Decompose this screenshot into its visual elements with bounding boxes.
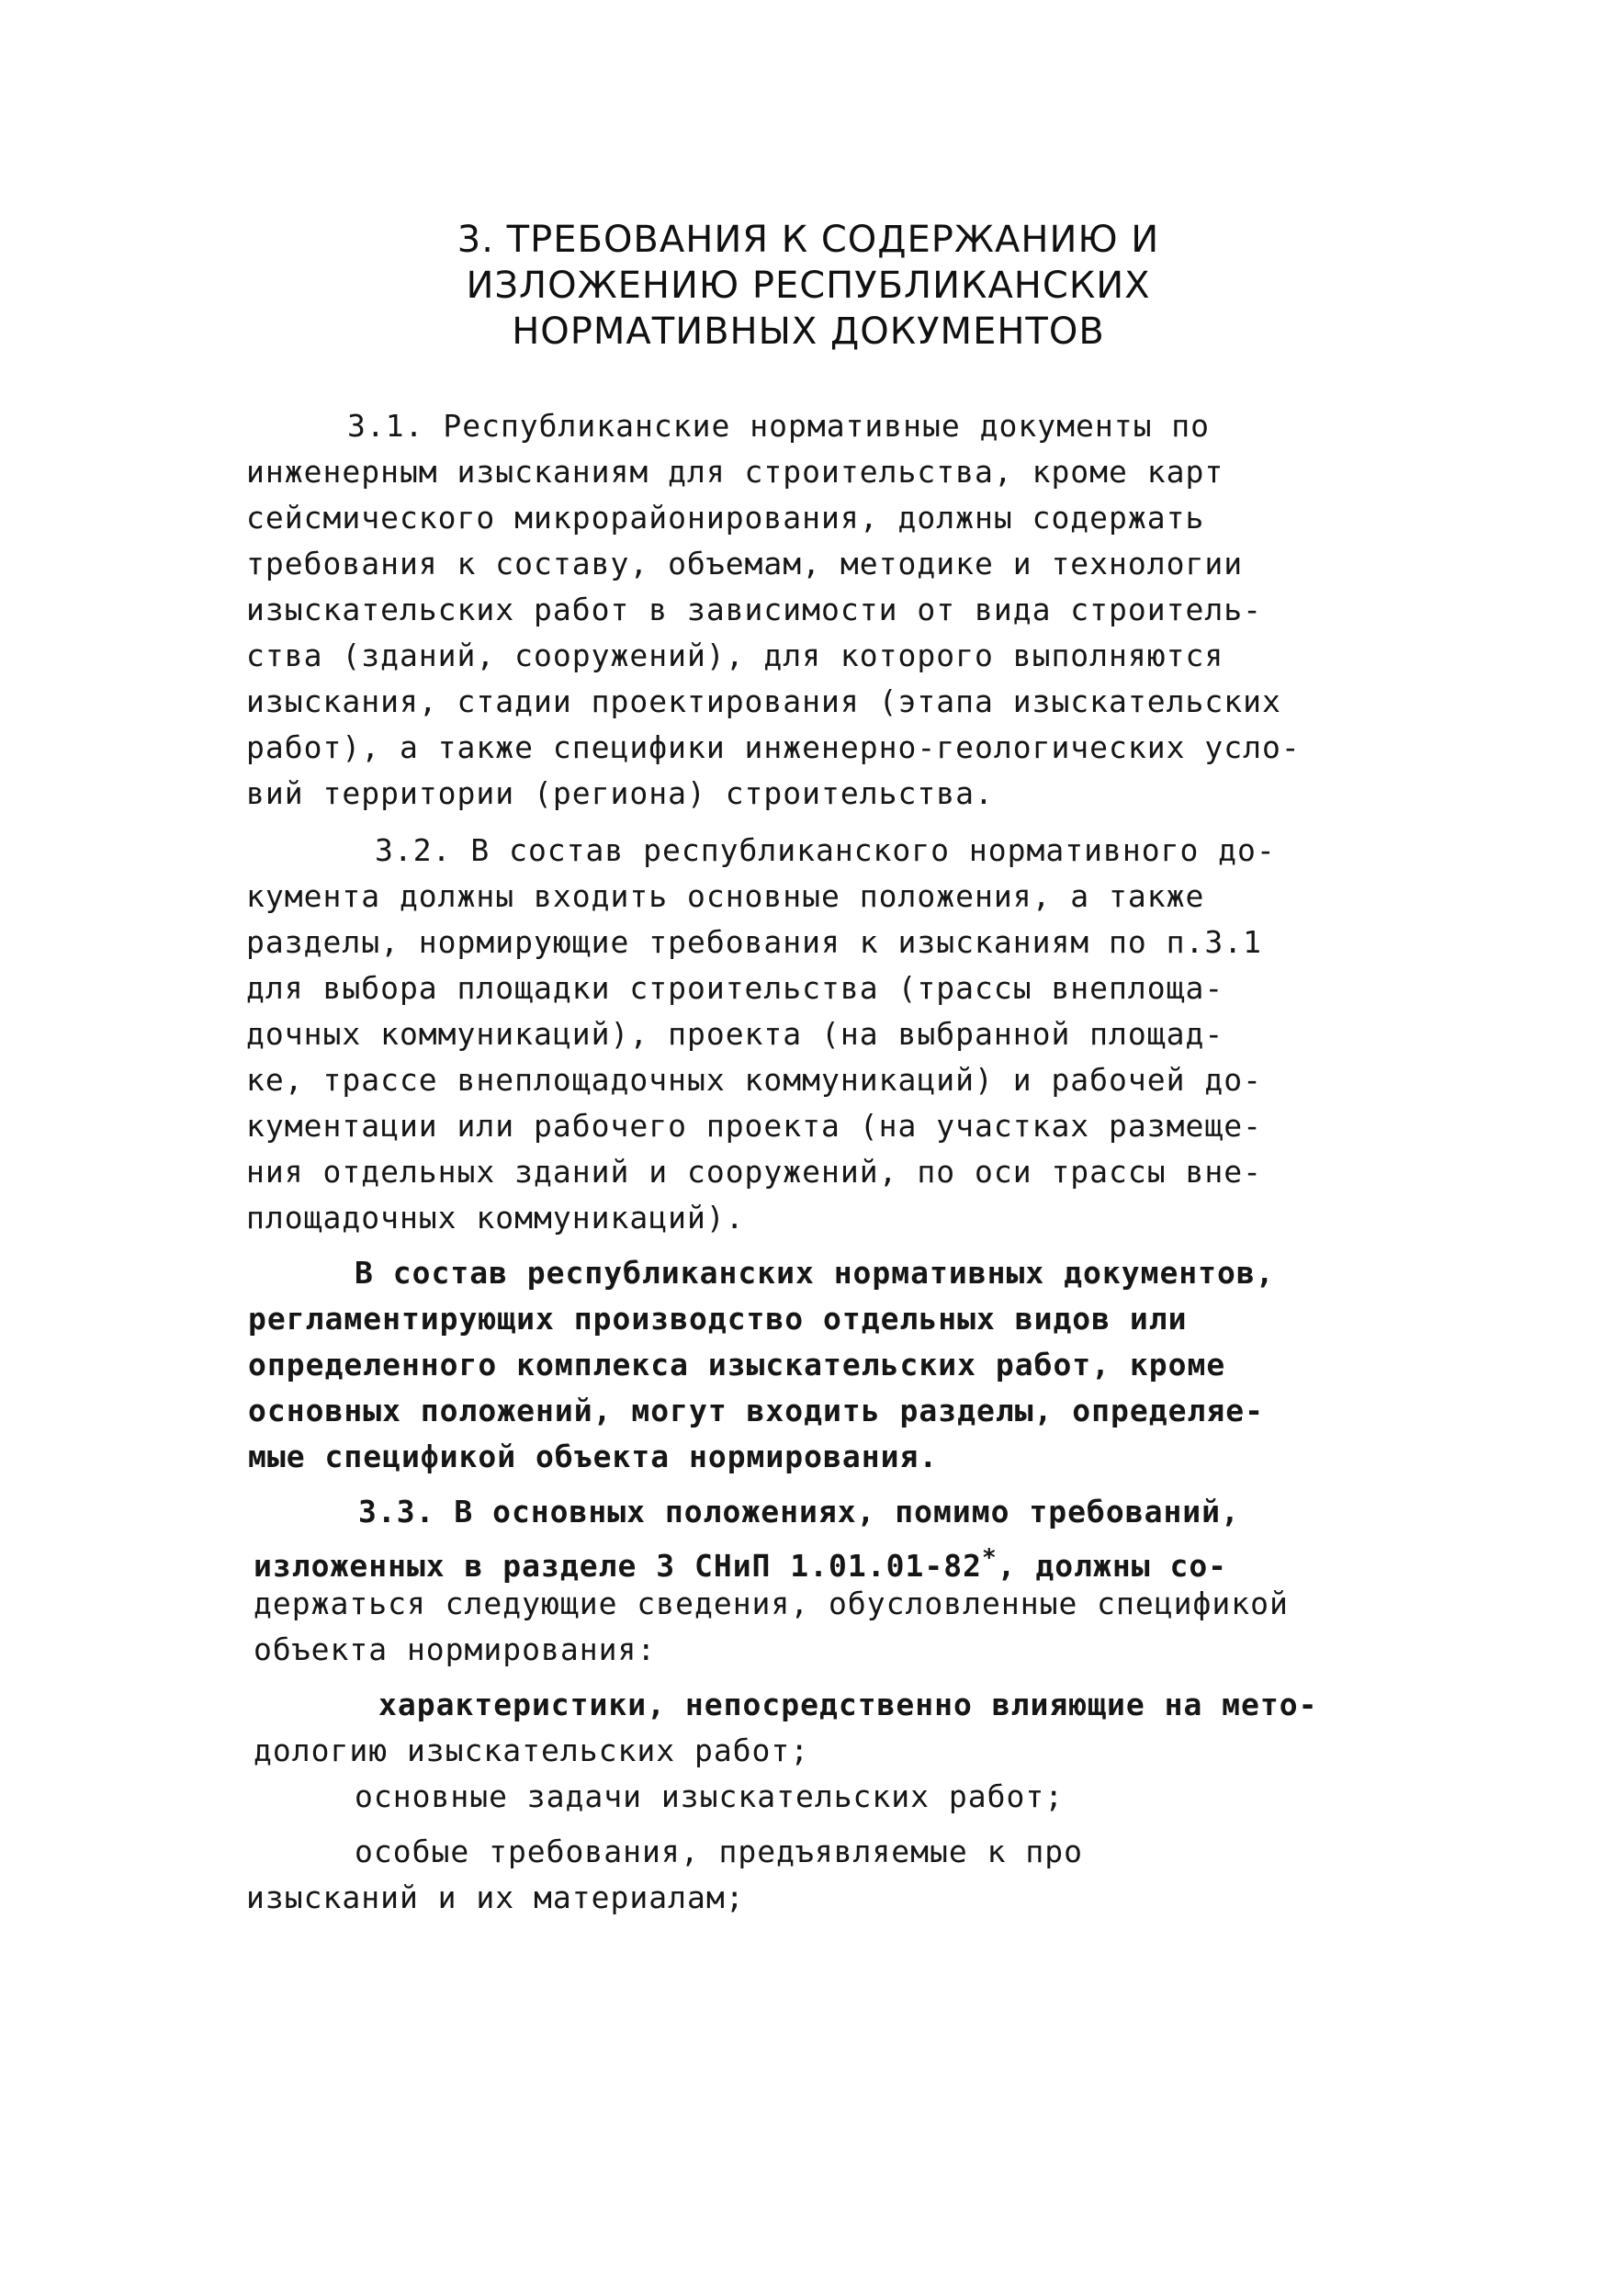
text-line <box>254 1540 1227 1585</box>
text-line: основные задачи изыскательских работ; <box>355 1778 1065 1814</box>
snip-reference: изложенных в разделе 3 СНиП 1.01.01-82 <box>254 1548 982 1584</box>
text-line: ния отдельных зданий и сооружений, по оси трассы вне- <box>246 1154 1262 1190</box>
text-line: характеристики, непосредственно влияющие на мето- <box>378 1687 1318 1722</box>
text-line: ства (зданий, сооружений), для которого выполняются <box>246 638 1224 673</box>
text-line: определенного комплекса изыскательских работ, кроме <box>248 1347 1226 1383</box>
text-line: дочных коммуникаций), проекта (на выбранной площад- <box>246 1016 1224 1052</box>
text-line: В состав республиканских нормативных документов, <box>355 1255 1275 1291</box>
text-line: кумента должны входить основные положения, а также <box>246 878 1205 914</box>
text-line: вий территории (региона) строительства. <box>246 775 994 811</box>
text-line: дологию изыскательских работ; <box>254 1733 810 1768</box>
text-line: для выбора площадки строительства (трассы внеплоща- <box>246 970 1224 1006</box>
text-line: объекта нормирования: <box>254 1631 657 1667</box>
text-line: площадочных коммуникаций). <box>246 1200 745 1236</box>
text-line: ке, трассе внеплощадочных коммуникаций) и рабочей до- <box>246 1062 1262 1098</box>
text-line: 3.1. Республиканские нормативные документы по <box>347 408 1211 444</box>
snip-continuation: , должны со- <box>997 1548 1228 1584</box>
text-line: изыскания, стадии проектирования (этапа изыскательских <box>246 683 1281 719</box>
text-line: требования к составу, объемам, методике и технологии <box>246 546 1244 581</box>
title-line: НОРМАТИВНЫХ ДОКУМЕНТОВ <box>512 310 1105 353</box>
title-line: 3. ТРЕБОВАНИЯ К СОДЕРЖАНИЮ И <box>457 219 1160 261</box>
section-title <box>331 217 1286 355</box>
text-line: работ), а также специфики инженерно-геологических усло- <box>246 729 1301 765</box>
text-line: инженерным изысканиям для строительства, кроме карт <box>246 454 1224 490</box>
text-line: держаться следующие сведения, обусловленные спецификой <box>254 1586 1289 1621</box>
text-line: сейсмического микрорайонирования, должны содержать <box>246 500 1205 536</box>
text-line: разделы, нормирующие требования к изысканиям по п.3.1 <box>246 924 1262 960</box>
text-line: основных положений, могут входить разделы, определяе- <box>248 1393 1264 1428</box>
text-line: 3.3. В основных положениях, помимо требований, <box>358 1494 1240 1529</box>
title-line: ИЗЛОЖЕНИЮ РЕСПУБЛИКАНСКИХ <box>466 265 1151 307</box>
footnote-star: * <box>981 1544 998 1572</box>
text-line: кументации или рабочего проекта (на участках размеще- <box>246 1108 1262 1144</box>
text-line: изыскательских работ в зависимости от вида строитель- <box>246 592 1262 627</box>
text-line: изысканий и их материалам; <box>246 1879 745 1915</box>
text-line: регламентирующих производство отдельных видов или <box>248 1301 1188 1337</box>
text-line: 3.2. В состав республиканского нормативного до- <box>375 832 1276 868</box>
text-line: мые спецификой объекта нормирования. <box>248 1439 939 1474</box>
text-line: особые требования, предъявляемые к про <box>355 1834 1083 1869</box>
